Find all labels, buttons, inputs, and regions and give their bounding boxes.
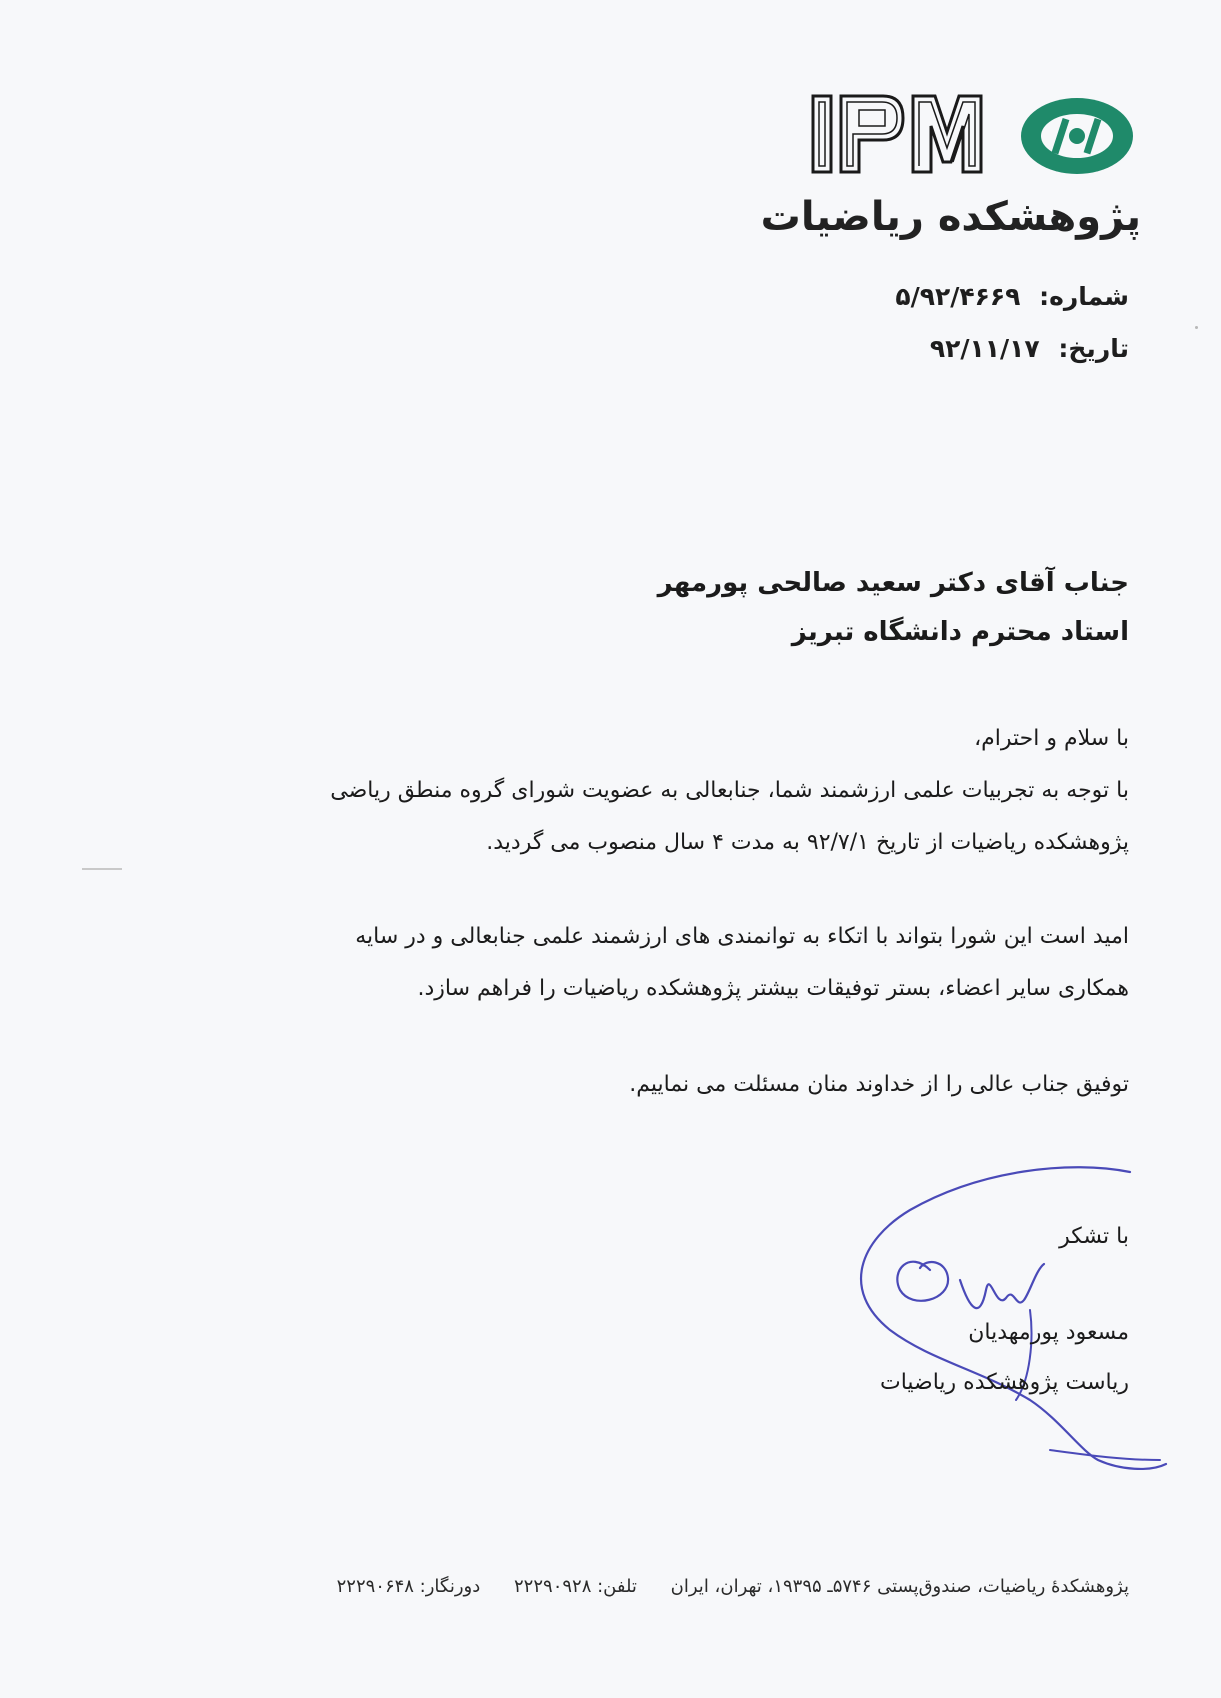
signer-title: ریاست پژوهشکده ریاضیات <box>880 1370 1129 1395</box>
footer-phone: تلفن: ۲۲۲۹۰۹۲۸ <box>514 1576 637 1597</box>
paragraph-line: پژوهشکده ریاضیات از تاریخ ۹۲/۷/۱ به مدت ۴ سال منصوب می گردید. <box>486 830 1129 855</box>
letter-date <box>930 332 1129 366</box>
greeting-line: با سلام و احترام، <box>974 726 1129 751</box>
paragraph-line: با توجه به تجربیات علمی ارزشمند شما، جنابعالی به عضویت شورای گروه منطق ریاضی <box>330 778 1129 803</box>
letter-number-label: شماره: <box>1039 282 1129 311</box>
paragraph-wishes <box>199 1068 1129 1102</box>
signer-name: مسعود پورمهدیان <box>968 1320 1129 1345</box>
paragraph-appointment <box>199 774 1129 860</box>
greeting <box>199 722 1129 756</box>
letter-date-label: تاریخ: <box>1058 334 1129 363</box>
letter-number <box>895 280 1129 314</box>
paragraph-hope <box>199 920 1129 1006</box>
ipm-logo <box>811 92 1141 180</box>
footer-address: پژوهشکدهٔ ریاضیات، صندوق‌پستی ۵۷۴۶ـ ۱۹۳۹۵، تهران، ایران <box>670 1576 1129 1597</box>
letter-date-value: ۹۲/۱۱/۱۷ <box>929 334 1040 363</box>
scan-artifact <box>1195 326 1198 329</box>
closing-thanks: با تشکر <box>1059 1224 1129 1249</box>
paragraph-line: امید است این شورا بتواند با اتکاء به توانمندی های ارزشمند علمی جنابعالی و در سایه <box>355 924 1129 949</box>
footer-fax: دورنگار: ۲۲۲۹۰۶۴۸ <box>336 1576 481 1597</box>
recipient-name: جناب آقای دکتر سعید صالحی پورمهر <box>657 568 1129 598</box>
institute-name: پژوهشکده ریاضیات <box>760 194 1141 240</box>
paragraph-line: توفیق جناب عالی را از خداوند منان مسئلت می نماییم. <box>629 1072 1129 1097</box>
letter-number-value: ۵/۹۲/۴۶۶۹ <box>895 282 1021 311</box>
scan-artifact <box>82 868 122 870</box>
footer-contact <box>337 1574 1129 1600</box>
recipient-affiliation: استاد محترم دانشگاه تبریز <box>791 617 1129 647</box>
paragraph-line: همکاری سایر اعضاء، بستر توفیقات بیشتر پژوهشکده ریاضیات را فراهم سازد. <box>417 976 1129 1001</box>
